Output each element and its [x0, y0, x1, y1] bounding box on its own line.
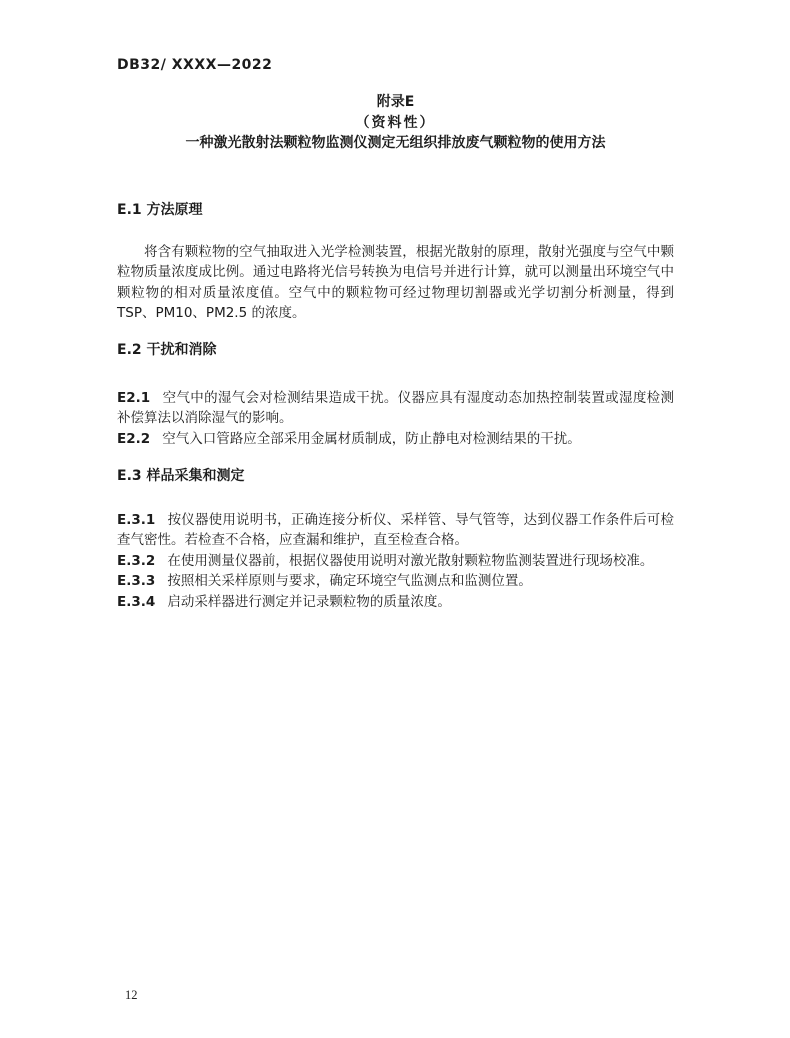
- clause-e3-3-number: E.3.3: [117, 573, 156, 590]
- section-e3: [117, 468, 674, 613]
- clause-e3-3-text: 按照相关采样原则与要求，确定环境空气监测点和监测位置。: [167, 573, 532, 590]
- clause-e2-1: [117, 388, 674, 429]
- clause-e2-2: [117, 429, 674, 450]
- clause-e2-1-text: 空气中的湿气会对检测结果造成干扰。仪器应具有湿度动态加热控制装置或湿度检测补偿算法以消除湿气的影响。: [117, 389, 674, 427]
- clause-e2-2-text: 空气入口管路应全部采用金属材质制成，防止静电对检测结果的干扰。: [162, 431, 581, 448]
- appendix-type: （资料性）: [355, 114, 436, 131]
- section-e3-heading: E.3 样品采集和测定: [117, 467, 245, 484]
- section-e2-heading: E.2 干扰和消除: [117, 341, 217, 358]
- clause-e3-4-number: E.3.4: [117, 594, 156, 611]
- section-e2: [117, 342, 674, 450]
- clause-e3-4-text: 启动采样器进行测定并记录颗粒物的质量浓度。: [167, 594, 451, 611]
- clause-e3-4: [117, 592, 674, 613]
- section-e1-heading: E.1 方法原理: [117, 201, 203, 218]
- clause-e3-2-number: E.3.2: [117, 552, 156, 569]
- appendix-header: [117, 92, 674, 154]
- section-e3-clauses: [117, 510, 674, 613]
- section-e2-clauses: [117, 388, 674, 450]
- clause-e3-3: [117, 571, 674, 592]
- clause-e3-1-number: E.3.1: [117, 511, 156, 528]
- section-e1-paragraph: 将含有颗粒物的空气抽取进入光学检测装置，根据光散射的原理，散射光强度与空气中颗粒物质量浓度成比例。通过电路将光信号转换为电信号并进行计算，就可以测量出环境空气中颗粒物的相对质量浓度值。空气中的颗粒物可经过物理切割器或光学切割分析测量，得到 TSP、PM10、PM2.5 的浓度。: [117, 243, 674, 322]
- clause-e3-2-text: 在使用测量仪器前，根据仪器使用说明对激光散射颗粒物监测装置进行现场校准。: [167, 552, 654, 569]
- clause-e3-1-text: 按仪器使用说明书，正确连接分析仪、采样管、导气管等，达到仪器工作条件后可检查气密性。若检查不合格，应查漏和维护，直至检查合格。: [117, 511, 674, 549]
- page-number: 12: [125, 988, 138, 1002]
- clause-e2-2-number: E2.2: [117, 431, 151, 448]
- section-e1: [117, 202, 674, 324]
- clause-e2-1-number: E2.1: [117, 389, 151, 406]
- clause-e3-1: [117, 510, 674, 551]
- document-code: DB32/ XXXX—2022: [117, 57, 273, 73]
- clause-e3-2: [117, 551, 674, 572]
- appendix-title: 一种激光散射法颗粒物监测仪测定无组织排放废气颗粒物的使用方法: [185, 135, 606, 151]
- document-content: [117, 0, 674, 613]
- appendix-label: 附录E: [376, 94, 415, 110]
